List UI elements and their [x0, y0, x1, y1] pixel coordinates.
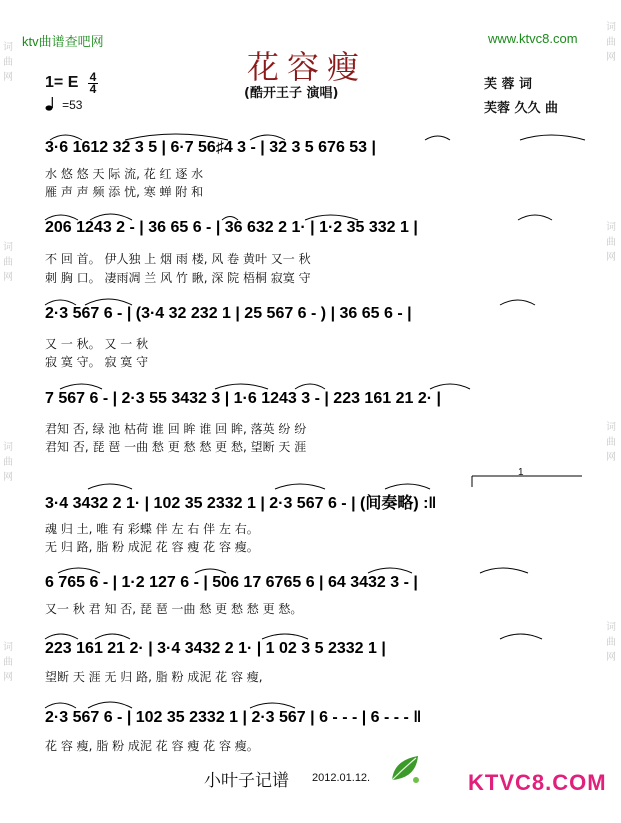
- tempo-mark: [45, 96, 82, 116]
- lyric-row-7: 望断 天 涯 无 归 路, 脂 粉 成泥 花 容 瘦,: [45, 670, 263, 684]
- notation-row-8: 2·3 567 6 - | 102 35 2332 1 | 2·3 567 | 6 - - - | 6 - - - ‖: [45, 709, 422, 726]
- volta-number: 1: [518, 467, 524, 478]
- time-signature: [88, 72, 98, 95]
- notation-row-3: 2·3 567 6 - | (3·4 32 232 1 | 25 567 6 - ) | 36 65 6 - |: [45, 305, 412, 322]
- side-watermark-left: 词曲网: [3, 42, 13, 83]
- notation-row-4: 7 567 6 - | 2·3 55 3432 3 | 1·6 1243 3 - | 223 161 21 2· |: [45, 390, 441, 407]
- lyric-row-4-verse-1: 君知 否, 绿 池 枯荷 谁 回 眸 谁 回 眸, 落英 纷 纷: [45, 422, 307, 436]
- slur-row-8: [40, 696, 600, 710]
- key-signature: 1= E: [45, 74, 79, 91]
- notation-row-1: 3·6 1612 32 3 5 | 6·7 56♯4 3 - | 32 3 5 676 53 |: [45, 139, 376, 156]
- side-watermark-right-3: 词曲网: [606, 422, 616, 463]
- notation-row-5: 3·4 3432 2 1· | 102 35 2332 1 | 2·3 567 6 - | (间奏略) :‖: [45, 495, 437, 512]
- notation-row-2: 206 1243 2 - | 36 65 6 - | 36 632 2 1· | 1·2 35 332 1 |: [45, 219, 418, 236]
- slur-row-5: [40, 477, 480, 491]
- side-watermark-left-4: 词曲网: [3, 642, 13, 683]
- singer-credit: (酷开王子 演唱): [244, 86, 339, 101]
- slur-row-7: [40, 627, 600, 641]
- transcription-date: 2012.01.12.: [312, 772, 371, 784]
- composer-credit: 芙蓉 久久 曲: [484, 101, 559, 116]
- lyric-row-5-verse-2: 无 归 路, 脂 粉 成泥 花 容 瘦 花 容 瘦。: [45, 540, 259, 554]
- lyric-row-1-verse-1: 水 悠 悠 天 际 流, 花 红 逐 水: [45, 167, 204, 181]
- lyric-row-5-verse-1: 魂 归 土, 唯 有 彩蝶 伴 左 右 伴 左 右。: [45, 522, 259, 536]
- side-watermark-right: 词曲网: [606, 22, 616, 63]
- lyric-row-4-verse-2: 君知 否, 琵 琶 一曲 愁 更 愁 愁 更 愁, 望断 天 涯: [45, 440, 307, 454]
- lyric-row-3-verse-2: 寂 寞 守。 寂 寞 守: [45, 355, 149, 369]
- slur-row-6: [40, 561, 600, 575]
- lyric-row-8: 花 容 瘦, 脂 粉 成泥 花 容 瘦 花 容 瘦。: [45, 739, 259, 753]
- side-watermark-left-3: 词曲网: [3, 442, 13, 483]
- song-title: 花容瘦: [247, 48, 368, 86]
- lyric-row-6: 又一 秋 君 知 否, 琵 琶 一曲 愁 更 愁 愁 更 愁。: [45, 602, 303, 616]
- volta-bracket: [470, 472, 585, 488]
- lyric-row-1-verse-2: 雁 声 声 频 添 忧, 寒 蝉 附 和: [45, 185, 204, 199]
- notation-row-7: 223 161 21 2· | 3·4 3432 2 1· | 1 02 3 5 2332 1 |: [45, 640, 386, 657]
- lyric-row-3-verse-1: 又 一 秋。 又 一 秋: [45, 337, 149, 351]
- tempo-value: =53: [62, 98, 83, 112]
- site-link-left[interactable]: ktv曲谱查吧网: [22, 34, 104, 49]
- transcriber-signature: 小叶子记谱: [204, 771, 289, 791]
- lyricist-credit: 芙 蓉 词: [484, 77, 533, 92]
- side-watermark-left-2: 词曲网: [3, 242, 13, 283]
- slur-row-4: [40, 377, 600, 391]
- side-watermark-right-2: 词曲网: [606, 222, 616, 263]
- side-watermark-right-4: 词曲网: [606, 622, 616, 663]
- notation-row-6: 6 765 6 - | 1·2 127 6 - | 506 17 6765 6 | 64 3432 3 - |: [45, 574, 418, 591]
- ktvc8-logo[interactable]: KTVC8.COM: [468, 770, 607, 795]
- time-bottom: 4: [89, 82, 97, 96]
- lyric-row-2-verse-2: 刺 胸 口。 凄雨凋 兰 风 竹 瞅, 深 院 梧桐 寂寞 守: [45, 271, 311, 285]
- site-link-right[interactable]: www.ktvc8.com: [488, 31, 578, 46]
- lyric-row-2-verse-1: 不 回 首。 伊人独 上 烟 雨 楼, 风 卷 黄叶 又一 秋: [45, 252, 311, 266]
- time-top: 4: [89, 70, 97, 84]
- quarter-note-icon: [45, 96, 57, 112]
- leaf-icon: [388, 752, 424, 786]
